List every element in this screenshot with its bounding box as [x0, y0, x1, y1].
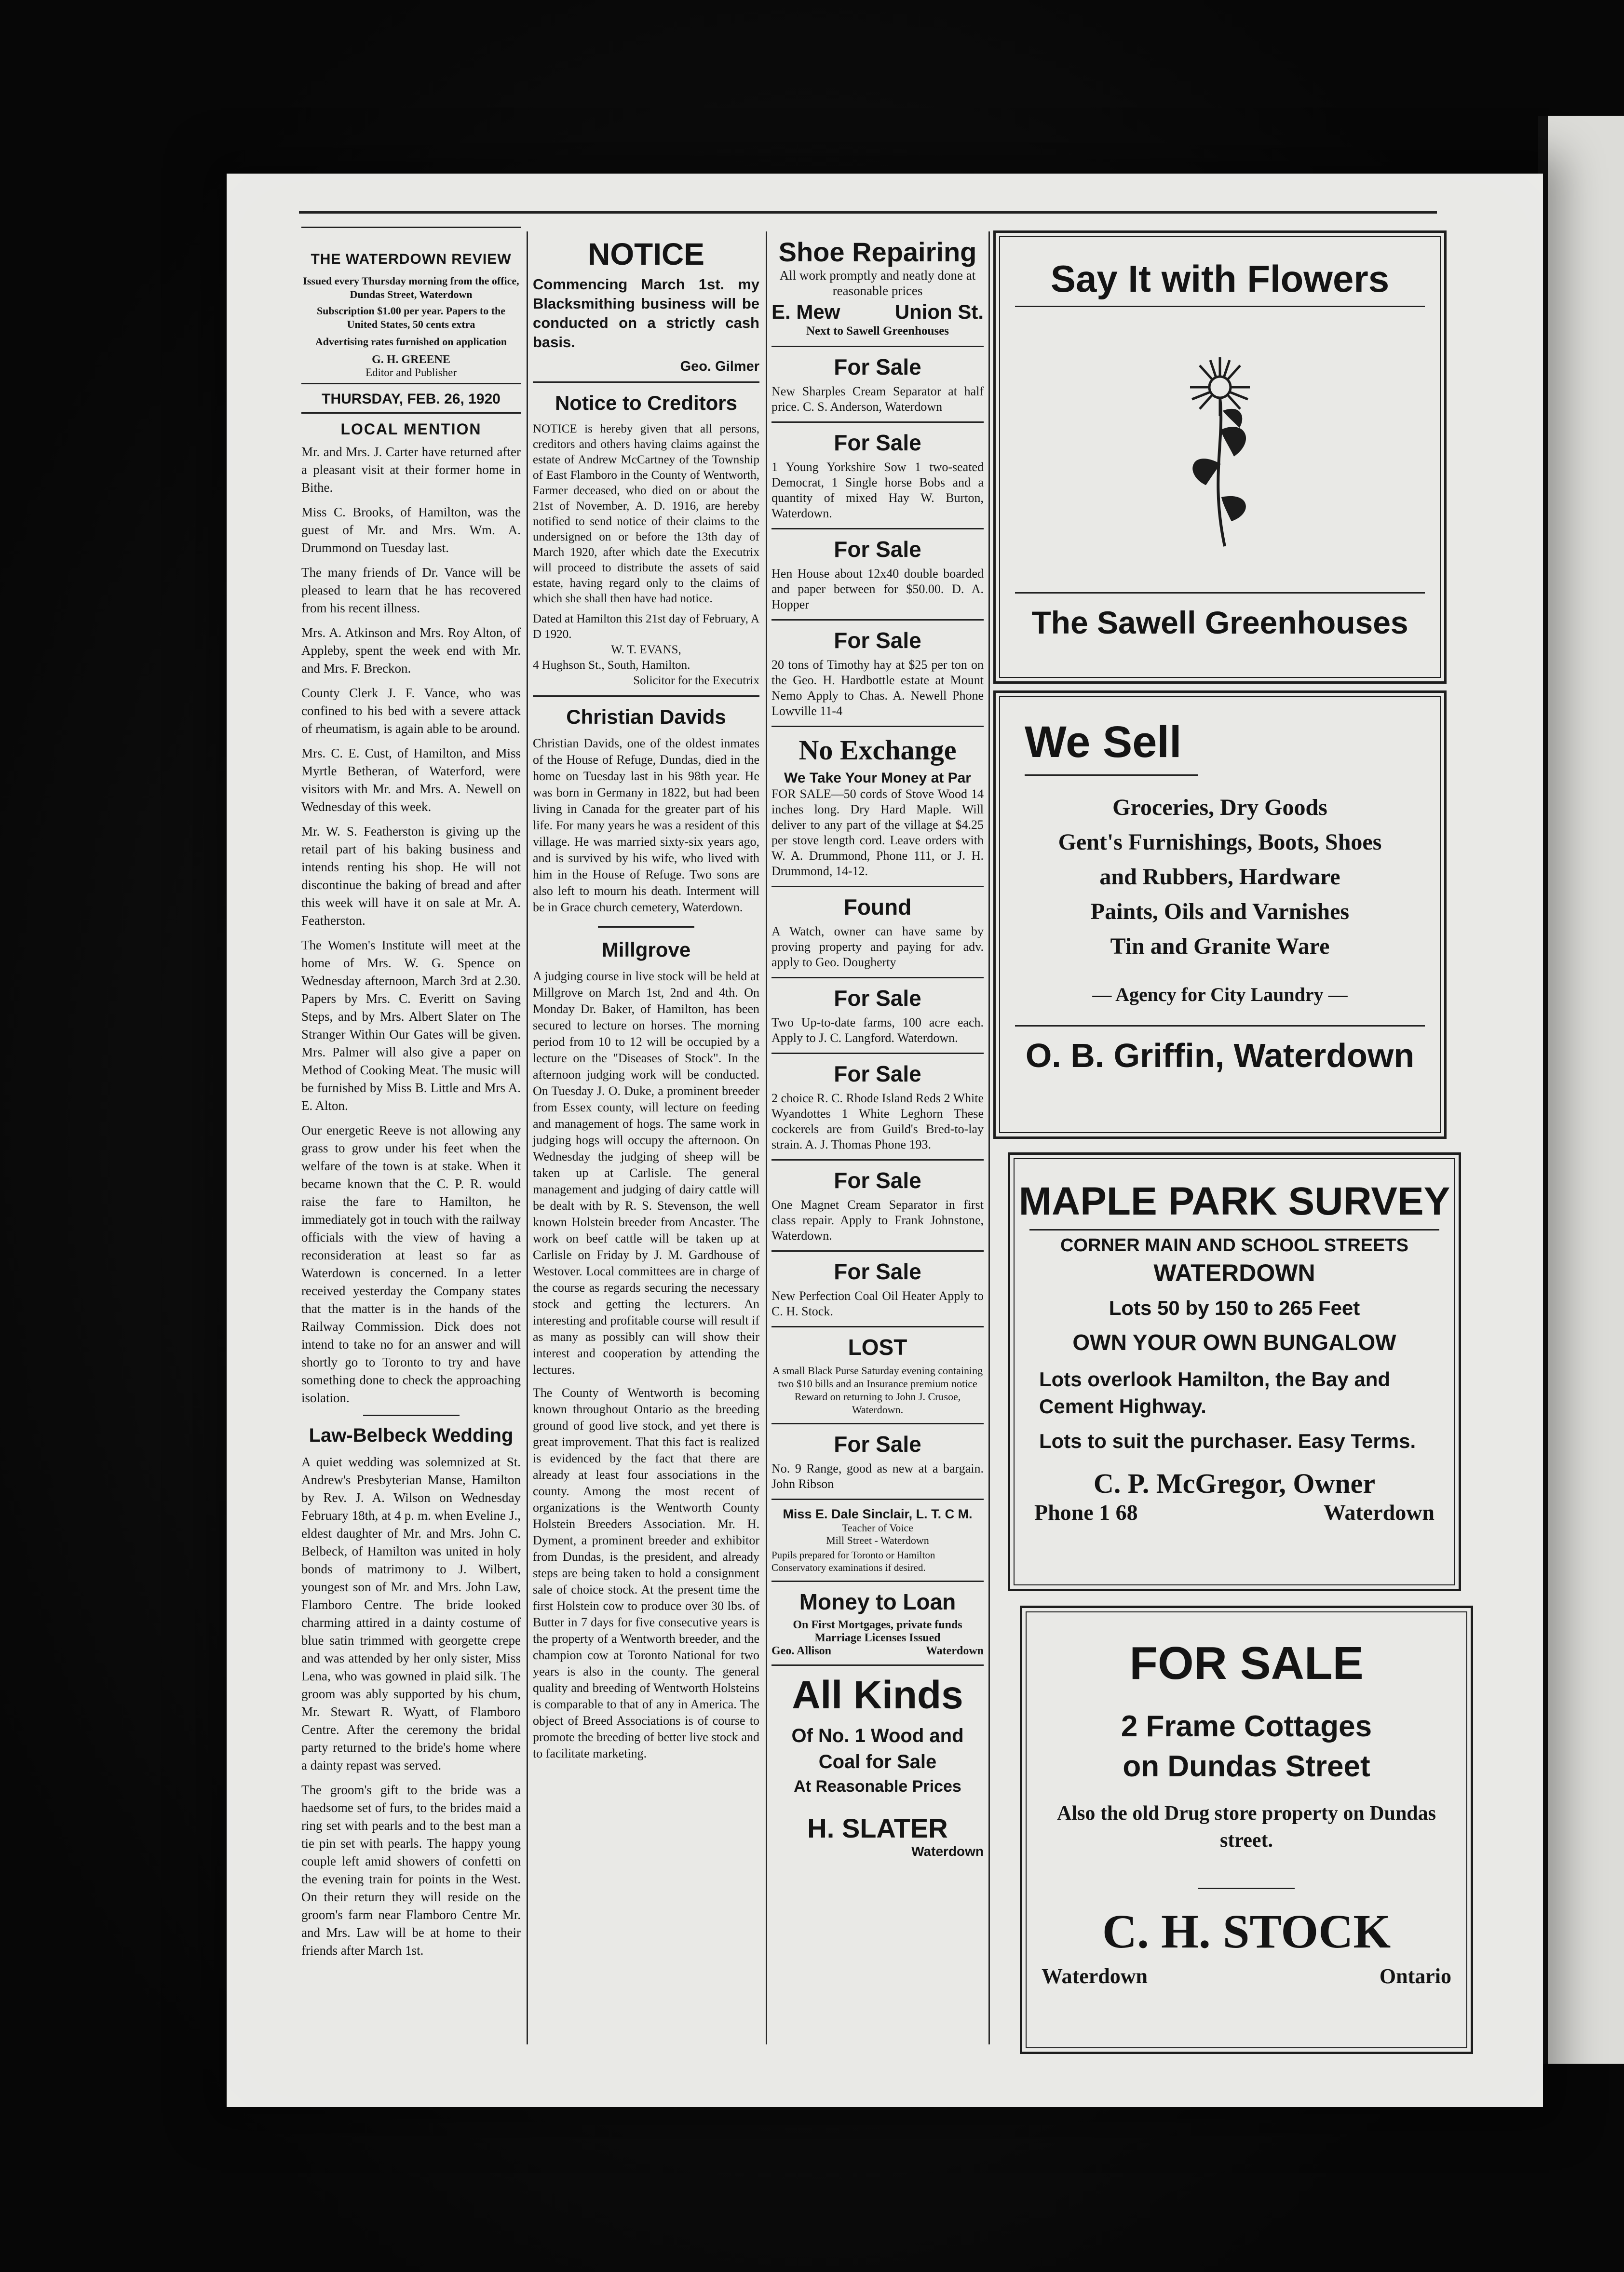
- divider: [771, 1053, 984, 1054]
- shoe-next: Next to Sawell Greenhouses: [806, 325, 949, 338]
- column-rule-1: [527, 231, 528, 2044]
- divider: [771, 1423, 984, 1424]
- wedding-heading: Law-Belbeck Wedding: [309, 1425, 514, 1446]
- divider: [771, 1499, 984, 1500]
- griffin-ad: [993, 690, 1447, 1139]
- next-page-edge: [1548, 116, 1624, 2064]
- local-item: The Women's Institute will meet at the home of Mrs. W. G. Spence on Wednesday afternoon, March 3rd at 2.30. Papers by Mrs. C. Everitt on Saving Steps, and by Mrs. Albert Slater on The Stranger Within Our Gates will be given. Mrs. Palmer will also give a paper on Method of Cooking Meat. The music will be furnished by Miss B. Little and Mrs A. E. Alton.: [301, 938, 521, 1113]
- stock-town: Waterdown: [1042, 1964, 1148, 1988]
- local-item: Mrs. C. E. Cust, of Hamilton, and Miss Myrtle Betheran, of Waterford, were visitors with Mr. and Mrs. A. Newell on Wednesday of this week.: [301, 746, 521, 814]
- slater-town: Waterdown: [911, 1844, 984, 1859]
- local-item: Mr. W. S. Featherston is giving up the retail part of his baking business and intends renting his shop. He will not discontinue the baking of bread and after this week will have it on sale at Mr. A. Featherston.: [301, 824, 521, 928]
- lost-body: A small Black Purse Saturday evening containing two $10 bills and an Insurance premium notice Reward on returning to John J. Crusoe, Waterdown.: [772, 1365, 983, 1416]
- divider: [533, 695, 759, 697]
- classified: [771, 354, 984, 415]
- classified-heading: For Sale: [834, 537, 921, 562]
- griffin-agency: — Agency for City Laundry —: [1092, 984, 1348, 1005]
- classified-heading: For Sale: [834, 354, 921, 379]
- millgrove-paragraph: A judging course in live stock will be held at Millgrove on March 1st, 2nd and 4th. On Monday Dr. Baker, of Hamilton, has been secured to lecture on horses. The morning period from 10 to 12 will be occupied by a lecture on the "Diseases of Stock". In the afternoon judging work will be conducted. On Tuesday J. O. Duke, a prominent breeder from Essex county, will lecture on feeding and management of hogs. The same work in judging hogs will occupy the afternoon. On Wednesday the judging of sheep will be taken up at Carlisle. The general management and judging of dairy cattle will be dealt with by R. S. Stevenson, the well known Holstein breeder from Ancaster. The work on beef cattle will be taken up at Carlisle on Friday by J. M. Gardhouse of Westover. Local committees are in charge of the course as regards securing the necessary stock and getting the lecturers. An interesting and profitable course will result if as many as possibly can will show their interest and cooperation by attending the lectures.: [533, 969, 759, 1377]
- slater-heading: All Kinds: [792, 1673, 963, 1717]
- maple-heading: MAPLE PARK SURVEY: [1018, 1179, 1450, 1223]
- column-rule-3: [988, 231, 990, 2044]
- loan-footer: [771, 1645, 984, 1658]
- davids-heading: Christian Davids: [566, 705, 726, 728]
- griffin-line: Gent's Furnishings, Boots, Shoes: [1058, 829, 1382, 855]
- shoe-street: Union St.: [894, 300, 984, 323]
- notice-signature: Geo. Gilmer: [680, 359, 759, 374]
- stock-line2: on Dundas Street: [1123, 1750, 1370, 1783]
- classified: [771, 1258, 984, 1319]
- divider: [1015, 1025, 1425, 1027]
- editor-name: G. H. GREENE: [372, 353, 450, 366]
- masthead-title: THE WATERDOWN REVIEW: [311, 251, 512, 267]
- notice-body: Commencing March 1st. my Blacksmithing business will be conducted on a strictly cash basis.: [533, 276, 759, 351]
- classified: [771, 536, 984, 612]
- divider: [771, 1581, 984, 1582]
- creditors-address: 4 Hughson St., South, Hamilton.: [533, 659, 690, 672]
- millgrove-paragraph: The County of Wentworth is becoming known throughout Ontario as the breeding ground of good live stock, and yet there is great improvement. That this fact is realized is evidenced by the fact that there are already at least four associations in the county. Among the most recent of organizations is the Wentworth County Holstein Breeders Association. Mr. H. Dyment, a prominent breeder and exhibitor from Dundas, is the president, and already steps are being taken to hold a consignment sale of choice stock. At the present time the first Holstein cow to produce over 30 lbs. of Butter in 7 days for five consecutive years is the property of a Wentworth breeder, and the champion cow at Toronto National for two years is also in the county. The general quality and breeding of Wentworth Holsteins is comparable to that of any in America. The object of Breed Associations is of course to promote the breeding of better live stock and to facilitate marketing.: [533, 1386, 759, 1760]
- column-2: [533, 227, 759, 1769]
- range-heading: For Sale: [834, 1432, 921, 1457]
- classified-body: New Perfection Coal Oil Heater Apply to C. H. Stock.: [771, 1289, 984, 1318]
- divider: [771, 977, 984, 978]
- griffin-line: Groceries, Dry Goods: [1112, 795, 1327, 820]
- maple-own: OWN YOUR OWN BUNGALOW: [1072, 1330, 1396, 1355]
- slater-line1: Of No. 1 Wood and: [791, 1725, 964, 1746]
- creditors-body: NOTICE is hereby given that all persons, creditors and others having claims against the estate of Andrew McCartney of the Township of East Flamboro in the County of Wentworth, Farmer deceased, who died on or about the 21st of November, A. D. 1916, are hereby notified to send notice of their claims to the undersigned on or before the 13th day of March 1920, after which date the Executrix will proceed to distribute the assets of said estate, having regard only to the claims of which she shall then have had notice.: [533, 422, 759, 605]
- slater-name: H. SLATER: [807, 1813, 948, 1843]
- divider: [771, 726, 984, 727]
- slater-line2: Coal for Sale: [818, 1751, 937, 1772]
- divider: [1198, 1888, 1295, 1889]
- flowers-heading: Say It with Flowers: [1050, 257, 1390, 300]
- wedding-paragraph: A quiet wedding was solemnized at St. Andrew's Presbyterian Manse, Hamilton by Rev. J. A. Wilson on Wednesday February 18th, at 4 p. m. when Eveline J., eldest daughter of Mr. and Mrs. John C. Belbeck, of Hamilton was united in holy bonds of matrimony to J. Wilbert, youngest son of Mr. and Mrs. John Law, Flamboro Centre. The bride looked charming attired in a dainty costume of blue satin trimmed with georgette crepe and was attended by her only sister, Miss Lena, who was gowned in plaid silk. The groom was ably supported by his chum, Mr. Stewart R. Wyatt, of Flamboro Centre. After the ceremony the bridal party returned to the bride's home where a dainty repast was served.: [301, 1455, 521, 1772]
- shoe-heading: Shoe Repairing: [778, 237, 977, 267]
- divider: [771, 1250, 984, 1252]
- classified-heading: For Sale: [834, 628, 921, 653]
- creditors-dated: Dated at Hamilton this 21st day of February, A D 1920.: [533, 612, 759, 641]
- divider: [1025, 774, 1198, 776]
- slater-line3: At Reasonable Prices: [794, 1777, 961, 1796]
- column-3: [771, 227, 984, 1859]
- wedding-body: [301, 1453, 521, 1960]
- column-rule-2: [766, 231, 767, 2044]
- maple-sub2: WATERDOWN: [1153, 1259, 1315, 1286]
- no-exchange-sub: We Take Your Money at Par: [784, 770, 971, 786]
- range-body: No. 9 Range, good as new at a bargain. John Ribson: [771, 1461, 984, 1491]
- loan-name: Geo. Allison: [771, 1645, 832, 1657]
- divider: [771, 421, 984, 423]
- sinclair-body: Pupils prepared for Toronto or Hamilton Conservatory examinations if desired.: [771, 1549, 935, 1573]
- divider: [771, 528, 984, 529]
- wedding-paragraph: The groom's gift to the bride was a haedsome set of furs, to the brides maid a ring set with pearls and to the best man a tie pin set with pearls. The happy young couple left amid showers of confetti on the evening train for points in the West. On their return they will reside on the groom's farm near Flamboro Centre Mr. and Mrs. Law will be at home to their friends after March 1st.: [301, 1783, 521, 1958]
- classified: [771, 1061, 984, 1152]
- flowers-footer: The Sawell Greenhouses: [1031, 605, 1408, 640]
- maple-park-ad: [1008, 1152, 1461, 1591]
- stock-name: C. H. STOCK: [1102, 1905, 1391, 1958]
- maple-town: Waterdown: [1324, 1500, 1435, 1525]
- no-exchange-body: FOR SALE—50 cords of Stove Wood 14 inches long. Dry Hard Maple. Will deliver to any part of the village at $4.25 per stove length cord. Leave orders with W. A. Drummond, Phone 111, or J. H. Drummond, 14-12.: [771, 787, 984, 878]
- divider: [1029, 1229, 1439, 1231]
- editor-title: Editor and Publisher: [365, 366, 457, 379]
- masthead: [301, 227, 521, 384]
- shoe-name: E. Mew: [771, 300, 840, 323]
- classified: [771, 1167, 984, 1244]
- stock-line1: 2 Frame Cottages: [1121, 1710, 1372, 1743]
- local-item: County Clerk J. F. Vance, who was confined to his bed with a severe attack of rheumatism, is again able to be around.: [301, 686, 521, 736]
- shoe-name-row: [771, 300, 984, 324]
- classified-body: One Magnet Cream Separator in first class repair. Apply to Frank Johnstone, Waterdown.: [771, 1198, 984, 1243]
- loan-town: Waterdown: [926, 1645, 984, 1657]
- stock-ad: [1020, 1606, 1473, 2054]
- maple-lots: Lots 50 by 150 to 265 Feet: [1109, 1297, 1360, 1319]
- griffin-heading: We Sell: [1025, 717, 1182, 767]
- classified-body: 20 tons of Timothy hay at $25 per ton on the Geo. H. Hardbottle estate at Mount Nemo Apply to Chas. A. Newell Phone Lowville 11-4: [771, 658, 984, 718]
- divider: [771, 1326, 984, 1327]
- divider: [771, 346, 984, 347]
- divider: [363, 1415, 460, 1416]
- maple-sub1: CORNER MAIN AND SCHOOL STREETS: [1060, 1235, 1409, 1256]
- stock-heading: FOR SALE: [1129, 1637, 1364, 1689]
- classified-body: Two Up-to-date farms, 100 acre each. Apply to J. C. Langford. Waterdown.: [771, 1015, 984, 1045]
- millgrove-heading: Millgrove: [601, 938, 691, 961]
- divider: [771, 1159, 984, 1161]
- maple-suit: Lots to suit the purchaser. Easy Terms.: [1039, 1430, 1416, 1452]
- local-item: Our energetic Reeve is not allowing any grass to grow under his feet when the welfare of the town is at stake. When it became known that the C. P. R. would raise the fare to Hamilton, he immediately got in touch with the railway officials with the view of having a reconsideration at least so far as Waterdown is concerned. In a letter received yesterday the Company states that the matter is in the hands of the Railway Commission. Dick does not intend to take no for an answer and will shortly go to Toronto to try and have something done to check the approaching isolation.: [301, 1123, 521, 1405]
- griffin-line: and Rubbers, Hardware: [1099, 864, 1340, 890]
- stock-footer: [1042, 1964, 1451, 1988]
- column-1: [301, 227, 521, 1966]
- shoe-line: All work promptly and neatly done at reasonable prices: [779, 268, 976, 298]
- divider: [598, 926, 694, 928]
- classified-heading: For Sale: [834, 430, 921, 455]
- notice-heading: NOTICE: [588, 237, 704, 271]
- lost-heading: LOST: [848, 1335, 907, 1360]
- divider: [771, 886, 984, 887]
- classified-heading: For Sale: [834, 986, 921, 1011]
- sinclair-role: Teacher of Voice: [842, 1522, 913, 1534]
- maple-owner: C. P. McGregor, Owner: [1093, 1468, 1376, 1499]
- no-exchange-heading: No Exchange: [798, 734, 957, 766]
- local-item: Mr. and Mrs. J. Carter have returned after a pleasant visit at their former home in Bithe.: [301, 445, 521, 495]
- millgrove-body: [533, 968, 759, 1762]
- sinclair-address: Mill Street - Waterdown: [826, 1534, 929, 1546]
- classified: [771, 430, 984, 521]
- maple-overlook: Lots overlook Hamilton, the Bay and Cement Highway.: [1039, 1368, 1391, 1418]
- local-item: Miss C. Brooks, of Hamilton, was the guest of Mr. and Mrs. Wm. A. Drummond on Tuesday last.: [301, 505, 521, 555]
- top-rule: [299, 211, 1437, 214]
- divider: [1015, 306, 1425, 307]
- classified: [771, 985, 984, 1046]
- classified-body: 2 choice R. C. Rhode Island Reds 2 White Wyandottes 1 White Leghorn These cockerels are from Guild's Bred-to-lay strain. A. J. Thomas Phone 193.: [771, 1091, 984, 1151]
- local-mention-heading: LOCAL MENTION: [340, 420, 482, 438]
- divider: [533, 381, 759, 383]
- local-item: Mrs. A. Atkinson and Mrs. Roy Alton, of Appleby, spent the week end with Mr. and Mrs. F. Breckon.: [301, 625, 521, 676]
- griffin-footer: O. B. Griffin, Waterdown: [1025, 1037, 1415, 1074]
- divider: [771, 1664, 984, 1666]
- found-body: A Watch, owner can have same by proving property and paying for adv. apply to Geo. Dougherty: [771, 924, 984, 969]
- divider: [771, 619, 984, 621]
- masthead-subscription: Subscription $1.00 per year. Papers to the United States, 50 cents extra: [316, 305, 506, 330]
- flowers-ad: [993, 230, 1447, 684]
- masthead-advertising: Advertising rates furnished on application: [315, 336, 507, 348]
- griffin-line: Paints, Oils and Varnishes: [1090, 899, 1350, 924]
- davids-body: Christian Davids, one of the oldest inmates of the House of Refuge, Dundas, died in the home on Tuesday last in his 98th year. He was born in Germany in 1822, but had been living in Canada for the greater part of his life. For many years he was a resident of this village. He was married sixty-six years ago, and is survived by his wife, who lived with him in the House of Refuge. Two sons are also left to mourn his death. Interment will be in Grace church cemetery, Waterdown.: [533, 736, 759, 914]
- creditors-name: W. T. EVANS,: [611, 643, 681, 656]
- classified-heading: For Sale: [834, 1168, 921, 1193]
- issue-date: THURSDAY, FEB. 26, 1920: [301, 391, 521, 414]
- local-mention-body: [301, 443, 521, 1407]
- classified-heading: For Sale: [834, 1259, 921, 1284]
- local-item: The many friends of Dr. Vance will be pleased to learn that he has recovered from his recent illness.: [301, 565, 521, 615]
- classified-body: Hen House about 12x40 double boarded and paper between for $50.00. D. A. Hopper: [771, 567, 984, 611]
- creditors-heading: Notice to Creditors: [555, 392, 738, 414]
- griffin-line: Tin and Granite Ware: [1110, 933, 1330, 959]
- creditors-role: Solicitor for the Executrix: [633, 674, 759, 687]
- stock-province: Ontario: [1379, 1964, 1451, 1988]
- maple-phone: Phone 1 68: [1034, 1500, 1138, 1525]
- classified-body: New Sharples Cream Separator at half price. C. S. Anderson, Waterdown: [771, 384, 984, 414]
- loan-line2: Marriage Licenses Issued: [814, 1632, 941, 1644]
- sinclair-name: Miss E. Dale Sinclair, L. T. C M.: [783, 1507, 973, 1521]
- loan-heading: Money to Loan: [799, 1589, 956, 1614]
- stock-body: Also the old Drug store property on Dundas street.: [1056, 1802, 1436, 1852]
- divider: [1015, 592, 1425, 594]
- loan-line1: On First Mortgages, private funds: [793, 1619, 962, 1631]
- classified: [771, 627, 984, 719]
- classified-body: 1 Young Yorkshire Sow 1 two-seated Democrat, 1 Single horse Bobs and a quantity of mixed Hay W. Burton, Waterdown.: [771, 460, 984, 520]
- found-heading: Found: [843, 894, 912, 920]
- maple-footer: [1034, 1500, 1435, 1525]
- classified-heading: For Sale: [834, 1061, 921, 1086]
- masthead-issued: Issued every Thursday morning from the office, Dundas Street, Waterdown: [303, 275, 519, 300]
- flower-illustration-icon: [1172, 353, 1268, 556]
